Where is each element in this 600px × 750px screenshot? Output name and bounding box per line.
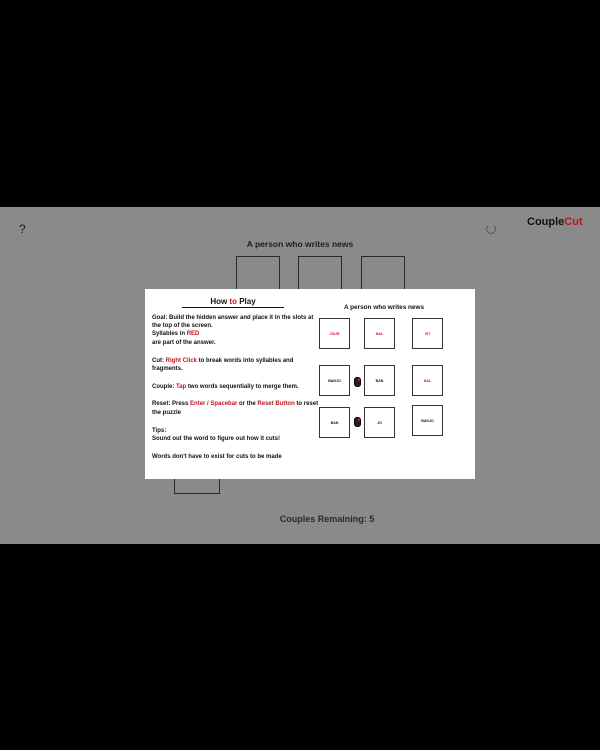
demo-clue: A person who writes news [343,304,425,311]
dialog-title: How to Play [182,297,284,308]
instructions [152,314,320,467]
demo-tile: NAL [412,365,443,396]
how-to-play-dialog[interactable] [145,289,475,479]
goal-instruction: Goal: Build the hidden answer and place it in the slots at the top of the screen. Syllables in RED are part of the answer. [152,315,314,346]
mouse-click-icon [354,417,361,427]
demo-tile: BAN [319,407,350,438]
cut-instruction: Cut: Right Click to break words into syllables and fragments. [152,357,294,373]
demo-slot: IST [412,318,443,349]
demo-slot: NAL [364,318,395,349]
demo-slot: JOUR [319,318,350,349]
couples-remaining: Couples Remaining: 5 [279,514,375,524]
reset-instruction: Reset: Press Enter / Spacebar or the Reset Button to reset the puzzle [152,401,319,416]
demo-tile: BANJO [412,405,443,436]
refresh-icon[interactable] [486,224,496,234]
brand-logo: CoupleCut [527,216,583,228]
demo-tile: JO [364,407,395,438]
couple-instruction: Couple: Tap two words sequentially to merge them. [152,384,299,391]
help-button[interactable]: ? [19,222,26,236]
demo-tile: BAN [364,365,395,396]
tips: Tips: Sound out the word to figure out how it cuts! [152,427,280,443]
clue-text: A person who writes news [246,239,354,249]
tip-2: Words don't have to exist for cuts to be made [152,454,282,461]
mouse-right-click-icon [354,377,361,387]
demo-tile: BANJO [319,365,350,396]
